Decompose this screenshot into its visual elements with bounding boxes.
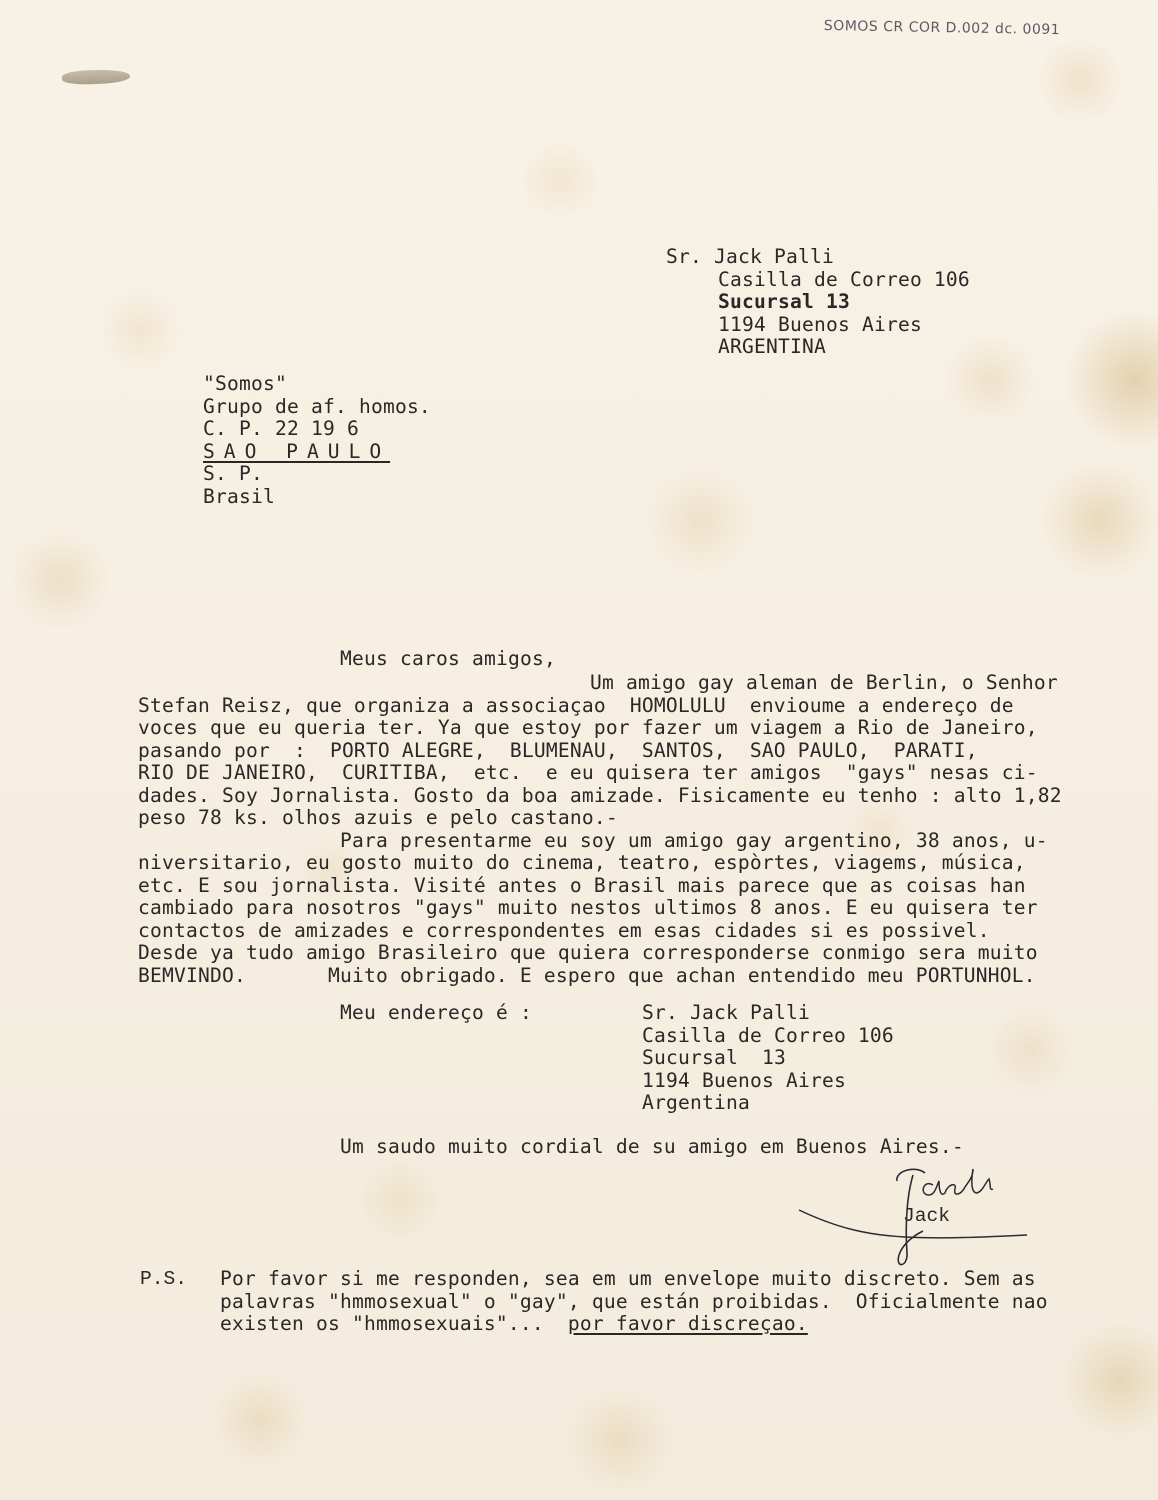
body-line: peso 78 ks. olhos azuis e pelo castano.- bbox=[138, 806, 618, 829]
body-line-final bbox=[138, 965, 1062, 988]
recipient-address-block bbox=[203, 373, 431, 508]
body-line: niversitario, eu gosto muito do cinema, teatro, espòrtes, viagems, música, bbox=[138, 851, 1026, 874]
body-line: Para presentarme eu soy um amigo gay argentino, 38 anos, u- bbox=[340, 828, 1048, 852]
body-line: voces que eu queria ter. Ya que estoy por fazer um viagem a Rio de Janeiro, bbox=[138, 716, 1038, 739]
sender-city: 1194 Buenos Aires bbox=[718, 312, 922, 336]
return-address-block bbox=[642, 1002, 894, 1115]
recipient-name: "Somos" bbox=[203, 372, 287, 395]
recipient-po-box: C. P. 22 19 6 bbox=[203, 417, 359, 440]
ps-line: palavras "hmmosexual" o "gay", que están proibidas. Oficialmente nao bbox=[220, 1289, 1048, 1313]
return-country: Argentina bbox=[642, 1091, 750, 1114]
ps-line-final bbox=[220, 1313, 1048, 1336]
ps-line: Por favor si me responden, sea em um envelope muito discreto. Sem as bbox=[220, 1267, 1036, 1290]
body-line: etc. E sou jornalista. Visité antes o Brasil mais parece que as coisas han bbox=[138, 873, 1026, 897]
ps-closing-text: existen os "hmmosexuais"... bbox=[220, 1312, 544, 1335]
return-name: Sr. Jack Palli bbox=[642, 1001, 810, 1024]
body-bemvindo: BEMVINDO. bbox=[138, 963, 246, 987]
body-thanks: Muito obrigado. E espero que achan entendido meu PORTUNHOL. bbox=[327, 963, 1036, 987]
archive-reference-handwritten: SOMOS CR COR D.002 dc. 0091 bbox=[823, 18, 1061, 39]
ps-discretion-underlined: por favor discreçao. bbox=[567, 1312, 808, 1335]
body-line: Desde ya tudo amigo Brasileiro que quiera corresponderse conmigo sera muito bbox=[138, 941, 1038, 964]
postscript-label: P.S. bbox=[140, 1268, 188, 1290]
body-line: cambiado para nosotros "gays" muito nestos ultimos 8 anos. E eu quisera ter bbox=[138, 896, 1038, 919]
salutation: Meus caros amigos, bbox=[340, 647, 556, 670]
return-branch: Sucursal 13 bbox=[642, 1046, 786, 1069]
postscript-text bbox=[220, 1268, 1048, 1336]
sender-po-box: Casilla de Correo 106 bbox=[718, 267, 970, 291]
body-line: Um amigo gay aleman de Berlin, o Senhor bbox=[590, 671, 1058, 694]
letter-body bbox=[138, 672, 1062, 987]
address-label: Meu endereço é : bbox=[340, 1001, 532, 1024]
body-line: dades. Soy Jornalista. Gosto da boa amizade. Fisicamente eu tenho : alto 1,82 bbox=[138, 783, 1062, 807]
signature-typed-name: Jack bbox=[903, 1205, 951, 1227]
body-line: pasando por : PORTO ALEGRE, BLUMENAU, SANTOS, SAO PAULO, PARATI, bbox=[138, 738, 978, 762]
recipient-state: S. P. bbox=[203, 462, 263, 485]
sender-branch: Sucursal 13 bbox=[718, 290, 850, 313]
sender-country: ARGENTINA bbox=[718, 335, 826, 358]
recipient-city: SAO PAULO bbox=[203, 439, 391, 463]
body-line: RIO DE JANEIRO, CURITIBA, etc. e eu quisera ter amigos "gays" nesas ci- bbox=[138, 761, 1038, 784]
return-city: 1194 Buenos Aires bbox=[642, 1068, 846, 1092]
body-line: contactos de amizades e correspondentes em esas cidades si es possivel. bbox=[138, 918, 990, 942]
recipient-group: Grupo de af. homos. bbox=[203, 394, 431, 418]
closing-line: Um saudo muito cordial de su amigo em Buenos Aires.- bbox=[340, 1135, 964, 1158]
tape-residue-mark bbox=[62, 69, 130, 85]
return-po-box: Casilla de Correo 106 bbox=[642, 1023, 894, 1047]
body-line: Stefan Reisz, que organiza a associaçao HOMOLULU envioume a endereço de bbox=[138, 693, 1014, 717]
recipient-country: Brasil bbox=[203, 484, 275, 508]
sender-address-block bbox=[666, 246, 970, 359]
sender-name: Sr. Jack Palli bbox=[666, 245, 834, 268]
